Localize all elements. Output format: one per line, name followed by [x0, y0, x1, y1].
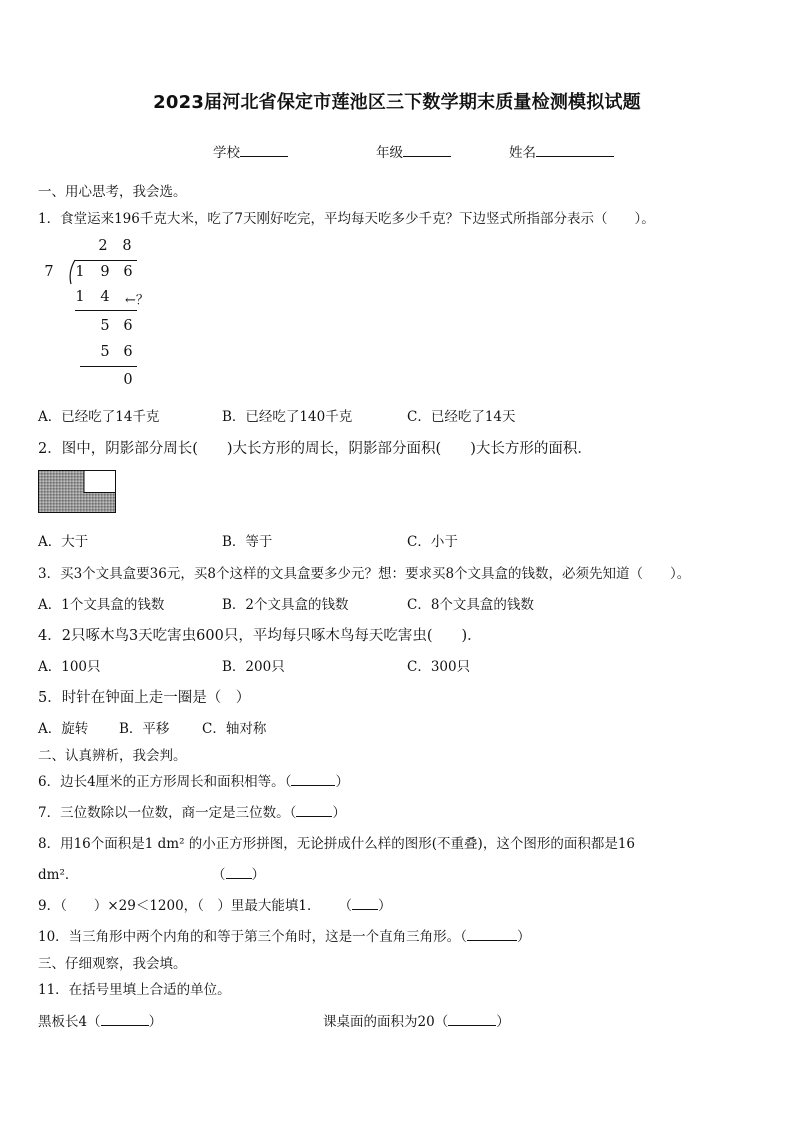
paren-left: （ [284, 774, 292, 790]
question-8-unit: dm²． [38, 867, 79, 883]
division-bar [75, 260, 137, 261]
paren-right: ） [516, 929, 531, 945]
arrow-question-mark: ←？ [125, 293, 149, 308]
step-digit: 5 [100, 318, 110, 334]
answer-blank[interactable] [226, 866, 252, 879]
paren-right: ） [332, 805, 346, 821]
section-3-heading: 三、仔细观察，我会填。 [38, 956, 187, 972]
q3-option-a[interactable]: A．1个文具盒的钱数 [38, 597, 165, 613]
paren-right: ） [148, 1014, 163, 1030]
q5-option-a[interactable]: A．旋转 [38, 721, 89, 737]
q2-option-c[interactable]: C．小于 [407, 534, 458, 550]
paren-right: ） [335, 774, 349, 790]
question-10-text: 10．当三角形中两个内角的和等于第三个角时，这是一个直角三角形。 [38, 929, 461, 945]
quotient-digit: 8 [122, 238, 132, 254]
dividend-digit: 6 [123, 264, 133, 280]
school-field [213, 141, 288, 161]
question-11-text: 11．在括号里填上合适的单位。 [38, 982, 231, 998]
paren-left: （ [460, 929, 467, 945]
q1-option-b[interactable]: B．已经吃了140千克 [222, 409, 353, 425]
q5-option-b[interactable]: B．平移 [119, 721, 170, 737]
question-7 [38, 801, 346, 821]
name-blank[interactable] [536, 144, 614, 157]
quotient-digit: 2 [98, 238, 108, 254]
name-label: 姓名 [509, 145, 536, 161]
answer-blank[interactable] [467, 928, 517, 941]
q4-option-a[interactable]: A．100只 [38, 659, 101, 675]
paren-right: ） [496, 1014, 510, 1030]
answer-blank[interactable] [101, 1013, 149, 1026]
question-8-answer [212, 863, 265, 883]
shaded-rectangle-figure [38, 470, 116, 513]
answer-blank[interactable] [352, 897, 378, 910]
paren-left: （ [87, 1014, 101, 1030]
q2-option-a[interactable]: A．大于 [38, 534, 89, 550]
question-3-text: 3．买3个文具盒要36元，买8个这样的文具盒要多少元？想：要求买8个文具盒的钱数，必须先知道（ ）。 [38, 566, 691, 582]
question-2-text: 2．图中，阴影部分周长( )大长方形的周长，阴影部分面积( )大长方形的面积． [38, 441, 592, 457]
q3-option-b[interactable]: B．2个文具盒的钱数 [222, 597, 349, 613]
question-7-text: 7．三位数除以一位数，商一定是三位数。 [38, 805, 290, 821]
subtraction-line [75, 310, 137, 311]
section-1-heading: 一、用心思考，我会选。 [38, 184, 187, 200]
step-digit: 6 [123, 344, 133, 360]
q1-option-c[interactable]: C．已经吃了14天 [407, 409, 516, 425]
page-title: 2023届河北省保定市莲池区三下数学期末质量检测模拟试题 [153, 92, 641, 113]
q4-option-b[interactable]: B．200只 [222, 659, 285, 675]
q2-option-b[interactable]: B．等于 [222, 534, 273, 550]
desk-area-text: 课桌面的面积为20 [323, 1014, 435, 1030]
dividend-digit: 9 [100, 264, 110, 280]
grade-field [376, 141, 451, 161]
question-8-line-1: 8．用16个面积是1 dm² 的小正方形拼图，无论拼成什么样的图形(不重叠)，这个图形的面积都是16 [38, 836, 636, 852]
dividend-digit: 1 [75, 264, 85, 280]
paren-right: ） [251, 867, 265, 883]
answer-blank[interactable] [296, 804, 332, 817]
school-blank[interactable] [240, 144, 288, 157]
name-field [509, 141, 614, 161]
question-5-text: 5．时针在钟面上走一圈是（ ） [38, 690, 251, 706]
q5-option-c[interactable]: C．轴对称 [202, 721, 267, 737]
paren-left: （ [212, 867, 226, 883]
grade-label: 年级 [376, 145, 403, 161]
paren-left: （ [338, 898, 353, 914]
step-digit: 6 [123, 318, 133, 334]
question-4-text: 4．2只啄木鸟3天吃害虫600只，平均每只啄木鸟每天吃害虫( )． [38, 628, 482, 644]
step-digit: 4 [100, 289, 110, 305]
divisor: 7 [44, 264, 54, 280]
grade-blank[interactable] [403, 144, 451, 157]
paren-right: ） [378, 898, 392, 914]
q4-option-c[interactable]: C．300只 [407, 659, 471, 675]
question-6 [38, 770, 349, 790]
question-11-left-item [38, 1010, 162, 1030]
q1-option-a[interactable]: A．已经吃了14千克 [38, 409, 160, 425]
subtraction-line [80, 366, 137, 367]
remainder: 0 [123, 372, 133, 388]
paren-left: （ [434, 1014, 449, 1030]
question-6-text: 6．边长4厘米的正方形周长和面积相等。 [38, 774, 285, 790]
question-9-text: 9．（ ）×29＜1200，（ ）里最大能填1． [38, 898, 321, 914]
step-digit: 5 [100, 344, 110, 360]
q3-option-c[interactable]: C．8个文具盒的钱数 [407, 597, 534, 613]
paren-left: （ [289, 805, 297, 821]
question-9 [38, 894, 392, 914]
step-digit: 1 [75, 289, 85, 305]
question-10 [38, 925, 530, 945]
question-1-text: 1．食堂运来196千克大米，吃了7天刚好吃完，平均每天吃多少千克？下边竖式所指部分表示（ ）。 [38, 211, 655, 227]
school-label: 学校 [213, 145, 240, 161]
answer-blank[interactable] [291, 773, 335, 786]
answer-blank[interactable] [448, 1013, 496, 1026]
section-2-heading: 二、认真辨析，我会判。 [38, 748, 187, 764]
blackboard-length-text: 黑板长4 [38, 1014, 88, 1030]
question-11-right-item [323, 1010, 510, 1030]
